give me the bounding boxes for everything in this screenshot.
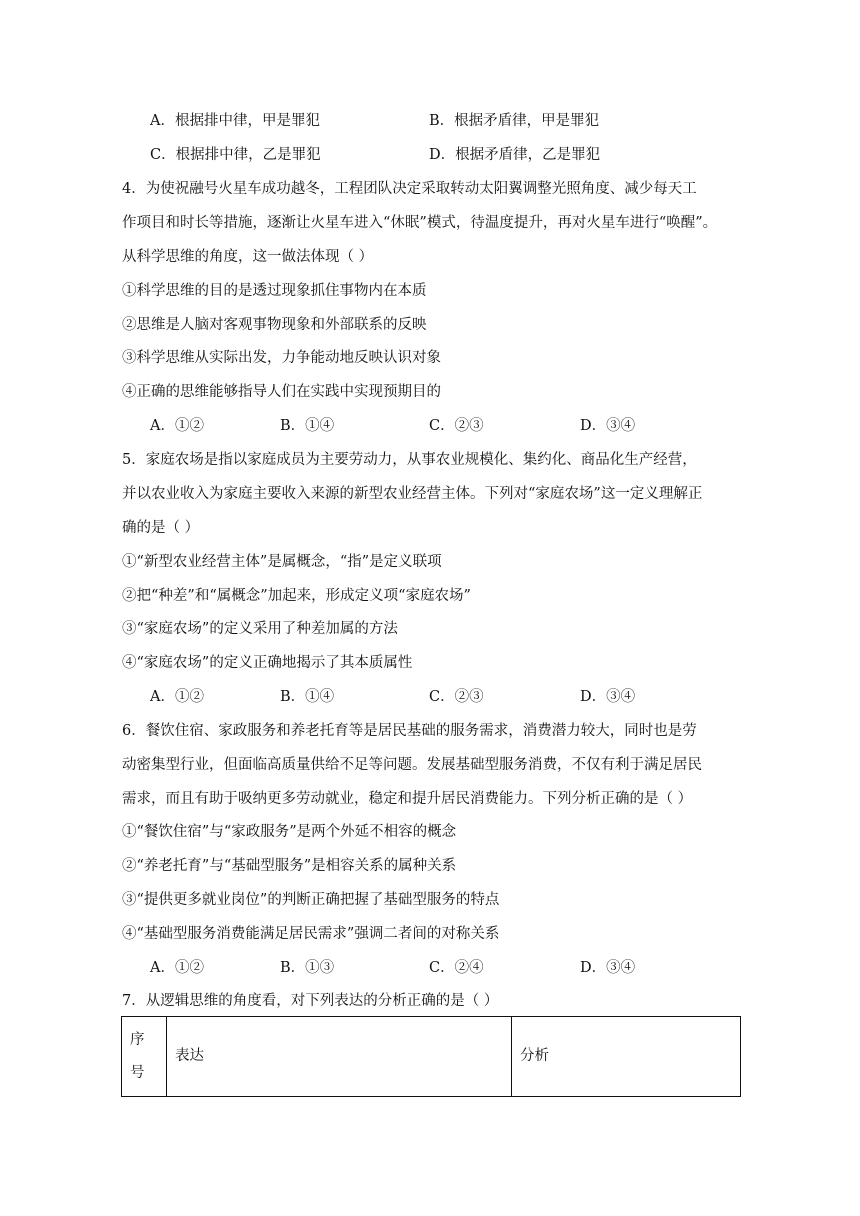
option-text: 根据矛盾律，甲是罪犯 <box>454 113 600 129</box>
option-letter: A． <box>150 113 175 129</box>
q5-option-d: D．③④ <box>580 689 636 705</box>
q6-statement-4: ④“基础型服务消费能满足居民需求”强调二者间的对称关系 <box>122 926 500 942</box>
q6-statement-2: ②“养老托育”与“基础型服务”是相容关系的属种关系 <box>122 858 457 874</box>
q4-stem-line-2: 作项目和时长等措施，逐渐让火星车进入“休眠”模式，待温度提升，再对火星车进行“唤醒”。 <box>122 215 718 231</box>
q3-option-d <box>429 145 600 165</box>
option-text: 根据排中律，乙是罪犯 <box>175 147 321 163</box>
q6-statement-1: ①“餐饮住宿”与“家政服务”是两个外延不相容的概念 <box>122 824 457 840</box>
q5-option-b: B．①④ <box>280 689 335 705</box>
header-analysis-cell: 分析 <box>512 1017 741 1097</box>
q4-statement-3: ③科学思维从实际出发，力争能动地反映认识对象 <box>122 350 441 366</box>
q5-statement-1: ①“新型农业经营主体”是属概念，“指”是定义联项 <box>122 554 442 570</box>
option-text: 根据矛盾律，乙是罪犯 <box>455 147 601 163</box>
option-text: 根据排中律，甲是罪犯 <box>174 113 320 129</box>
q6-stem-line-1: 6．餐饮住宿、家政服务和养老托育等是居民基础的服务需求，消费潜力较大，同时也是劳 <box>122 723 697 739</box>
header-seq-cell <box>122 1017 167 1097</box>
q7-stem: 7．从逻辑思维的角度看，对下列表达的分析正确的是（ ） <box>122 993 499 1009</box>
q3-option-b <box>429 111 599 131</box>
q3-option-c <box>150 145 321 165</box>
q5-stem-line-3: 确的是（ ） <box>122 520 200 536</box>
q4-statement-4: ④正确的思维能够指导人们在实践中实现预期目的 <box>122 384 441 400</box>
q6-option-b: B．①③ <box>280 960 335 976</box>
q5-statement-2: ②把“种差”和“属概念”加起来，形成定义项“家庭农场” <box>122 588 471 604</box>
q4-stem-line-3: 从科学思维的角度，这一做法体现（ ） <box>122 249 374 265</box>
option-letter: C． <box>150 147 176 163</box>
q4-option-c: C．②③ <box>429 418 484 434</box>
q6-stem-line-2: 动密集型行业，但面临高质量供给不足等问题。发展基础型服务消费，不仅有利于满足居民 <box>122 757 702 773</box>
q4-statement-2: ②思维是人脑对客观事物现象和外部联系的反映 <box>122 317 427 333</box>
q6-option-d: D．③④ <box>580 960 636 976</box>
table-header-row <box>122 1017 741 1097</box>
option-letter: D． <box>429 147 456 163</box>
q4-option-d: D．③④ <box>580 418 636 434</box>
q5-statement-3: ③“家庭农场”的定义采用了种差加属的方法 <box>122 621 398 637</box>
header-expression-cell: 表达 <box>167 1017 512 1097</box>
q4-stem-line-1: 4．为使祝融号火星车成功越冬，工程团队决定采取转动太阳翼调整光照角度、减少每天工 <box>122 181 697 197</box>
q5-stem-line-1: 5．家庭农场是指以家庭成员为主要劳动力，从事农业规模化、集约化、商品化生产经营， <box>122 452 697 468</box>
option-letter: B． <box>429 113 455 129</box>
q6-option-a: A．①② <box>150 960 204 976</box>
q5-statement-4: ④“家庭农场”的定义正确地揭示了其本质属性 <box>122 655 413 671</box>
q3-option-a <box>150 111 320 131</box>
q5-stem-line-2: 并以农业收入为家庭主要收入来源的新型农业经营主体。下列对“家庭农场”这一定义理解正 <box>122 486 703 502</box>
q4-option-b: B．①④ <box>280 418 335 434</box>
header-seq-char-2: 号 <box>130 1064 145 1081</box>
q5-option-a: A．①② <box>150 689 204 705</box>
q7-table <box>121 1016 741 1097</box>
q4-option-a: A．①② <box>150 418 204 434</box>
q6-option-c: C．②④ <box>429 960 484 976</box>
q6-statement-3: ③“提供更多就业岗位”的判断正确把握了基础型服务的特点 <box>122 892 500 908</box>
q5-option-c: C．②③ <box>429 689 484 705</box>
header-seq-char-1: 序 <box>130 1031 145 1048</box>
q4-statement-1: ①科学思维的目的是透过现象抓住事物内在本质 <box>122 283 427 299</box>
q6-stem-line-3: 需求，而且有助于吸纳更多劳动就业，稳定和提升居民消费能力。下列分析正确的是（ ） <box>122 791 693 807</box>
